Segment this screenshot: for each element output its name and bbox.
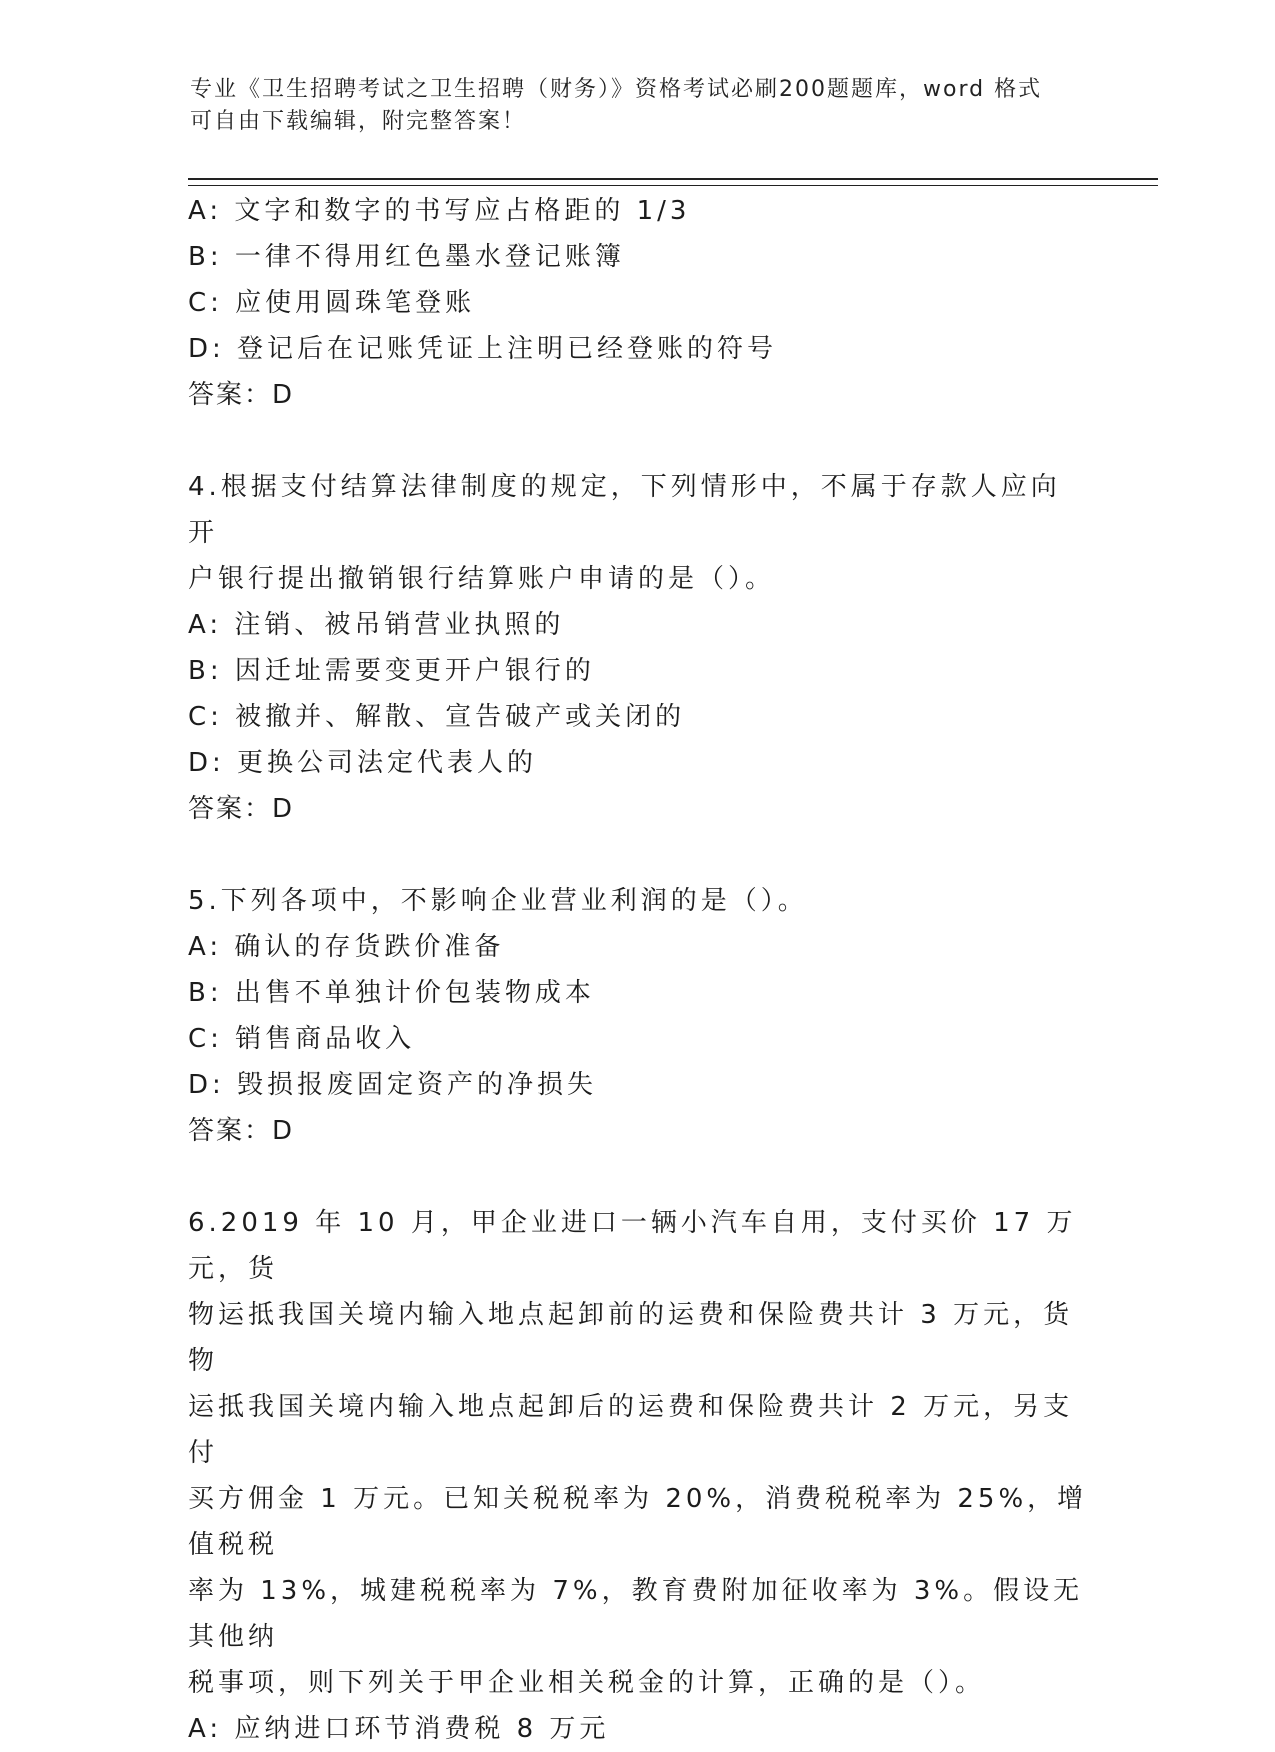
question-stem-line: 4.根据支付结算法律制度的规定，下列情形中，不属于存款人应向开	[188, 472, 1061, 548]
question-stem-line: 税事项，则下列关于甲企业相关税金的计算，正确的是（）。	[188, 1668, 986, 1698]
option-b: B: 出售不单独计价包装物成本	[188, 978, 595, 1008]
question-stem-line: 买方佣金 1 万元。已知关税税率为 20%，消费税税率为 25%，增值税税	[188, 1484, 1088, 1560]
question-3	[188, 188, 1088, 418]
option-c: C: 应使用圆珠笔登账	[188, 288, 476, 318]
question-stem-line: 5.下列各项中，不影响企业营业利润的是（）。	[188, 886, 808, 916]
option-b: B: 因迁址需要变更开户银行的	[188, 656, 595, 686]
option-d: D: 更换公司法定代表人的	[188, 748, 538, 778]
question-stem-line: 率为 13%，城建税税率为 7%，教育费附加征收率为 3%。假设无其他纳	[188, 1576, 1084, 1652]
header-divider	[188, 178, 1158, 186]
spacer	[188, 1154, 1088, 1200]
document-header	[190, 74, 1070, 138]
question-4	[188, 464, 1088, 832]
question-stem-line: 运抵我国关境内输入地点起卸后的运费和保险费共计 2 万元，另支付	[188, 1392, 1074, 1468]
option-c: C: 销售商品收入	[188, 1024, 416, 1054]
option-d: D: 毁损报废固定资产的净损失	[188, 1070, 598, 1100]
question-stem-line: 物运抵我国关境内输入地点起卸前的运费和保险费共计 3 万元，货物	[188, 1300, 1074, 1376]
question-stem-line: 户银行提出撤销银行结算账户申请的是（）。	[188, 564, 776, 594]
option-a: A: 文字和数字的书写应占格距的 1/3	[188, 196, 691, 226]
answer: 答案：D	[188, 794, 295, 824]
question-5	[188, 878, 1088, 1154]
option-a: A: 注销、被吊销营业执照的	[188, 610, 565, 640]
option-d: D: 登记后在记账凭证上注明已经登账的符号	[188, 334, 778, 364]
answer: 答案：D	[188, 1116, 295, 1146]
answer: 答案：D	[188, 380, 295, 410]
option-a: A: 应纳进口环节消费税 8 万元	[188, 1714, 610, 1744]
option-c: C: 被撤并、解散、宣告破产或关闭的	[188, 702, 686, 732]
option-a: A: 确认的存货跌价准备	[188, 932, 505, 962]
header-line-1: 专业《卫生招聘考试之卫生招聘（财务）》资格考试必刷200题题库，word 格式	[190, 77, 1043, 102]
question-6	[188, 1200, 1088, 1752]
option-b: B: 一律不得用红色墨水登记账簿	[188, 242, 625, 272]
header-line-2: 可自由下载编辑，附完整答案！	[190, 109, 527, 134]
question-stem-line: 6.2019 年 10 月，甲企业进口一辆小汽车自用，支付买价 17 万元，货	[188, 1208, 1077, 1284]
question-list	[188, 188, 1088, 1752]
spacer	[188, 832, 1088, 878]
spacer	[188, 418, 1088, 464]
